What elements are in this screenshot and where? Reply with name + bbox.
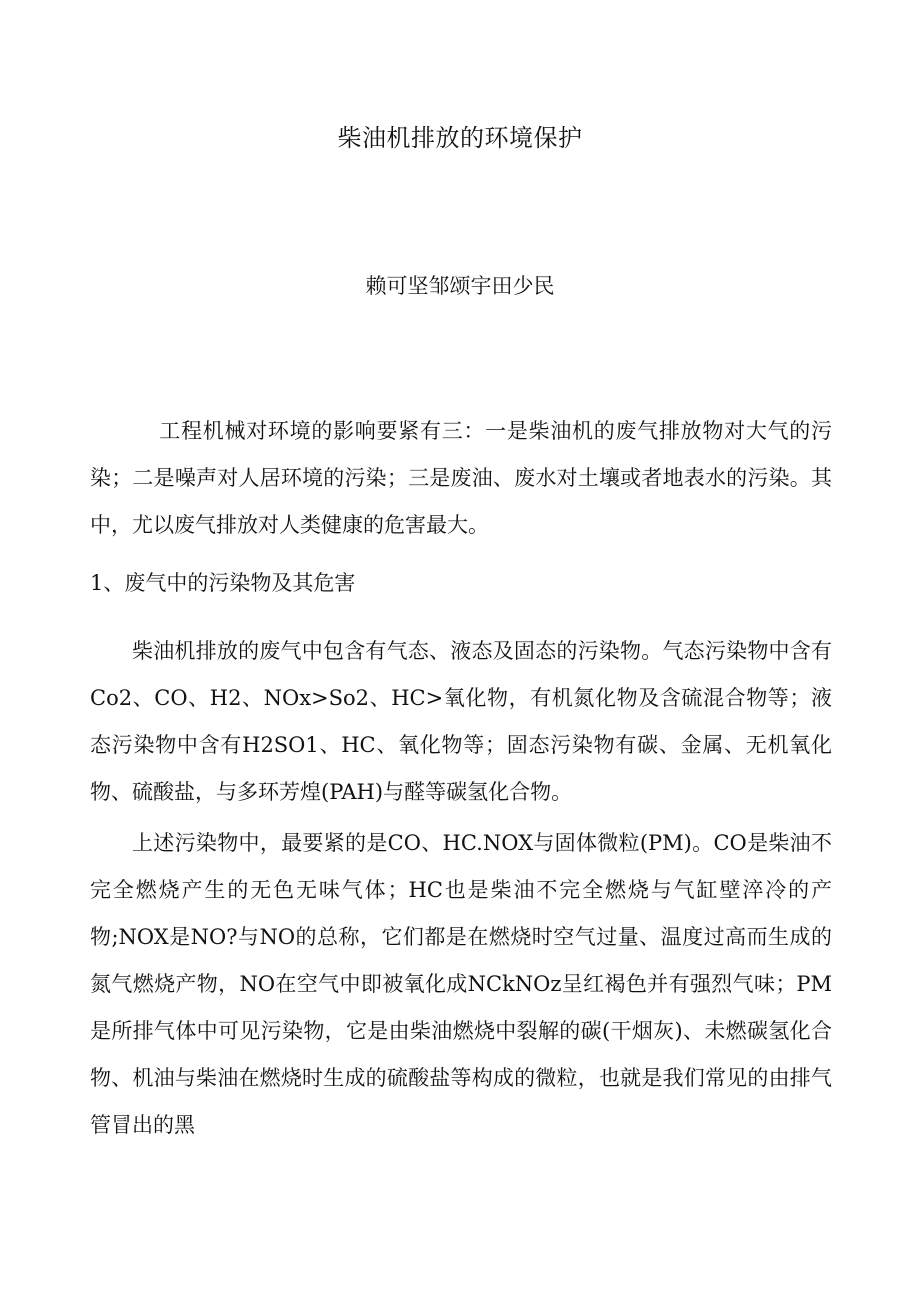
hazards-paragraph: 上述污染物中，最要紧的是CO、HC.NOX与固体微粒(PM)。CO是柴油不完全燃烧产生的无色无味气体；HC也是柴油不完全燃烧与气缸壁淬冷的产物;NOX是NO?与NO的总称，它们都是在燃烧时空气过量、温度过高而生成的氮气燃烧产物，NO在空气中即被氧化成NCkNOz呈红褐色并有强烈气味；PM是所排气体中可见污染物，它是由柴油燃烧中裂解的碳(干烟灰)、未燃碳氢化合物、机油与柴油在燃烧时生成的硫酸盐等构成的微粒，也就是我们常见的由排气管冒出的黑 [90, 831, 832, 1137]
document-title: 柴油机排放的环境保护 [337, 124, 583, 152]
hazards-paragraph-block [90, 820, 832, 1149]
intro-paragraph: 工程机械对环境的影响要紧有三：一是柴油机的废气排放物对大气的污染；二是噪声对人居环境的污染；三是废油、废水对土壤或者地表水的污染。其中，尤以废气排放对人类健康的危害最大。 [90, 419, 832, 537]
pollutants-paragraph: 柴油机排放的废气中包含有气态、液态及固态的污染物。气态污染物中含有Co2、CO、H2、NOx>So2、HC>氧化物，有机氮化物及含硫混合物等；液态污染物中含有H2SO1、HC、氧化物等；固态污染物有碳、金属、无机氧化物、硫酸盐，与多环芳煌(PAH)与醛等碳氢化合物。 [90, 639, 832, 804]
section-heading: 1、废气中的污染物及其危害 [90, 571, 356, 595]
pollutants-paragraph-block [90, 628, 832, 816]
document-authors: 赖可坚邹颂宇田少民 [365, 274, 555, 298]
intro-paragraph-block [90, 408, 832, 549]
